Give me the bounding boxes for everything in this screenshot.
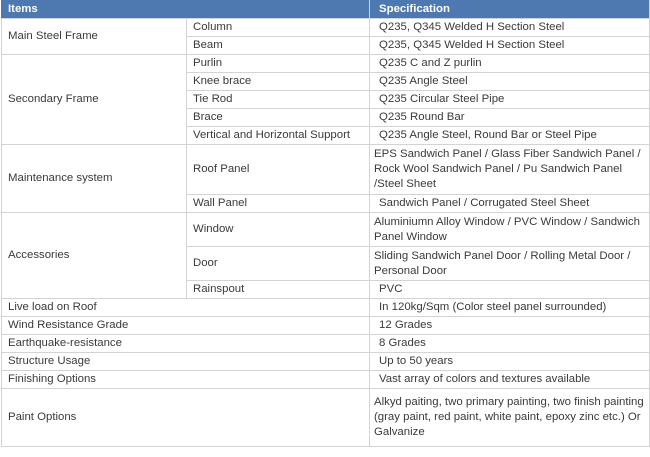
item-wall-panel: Wall Panel [187,195,370,213]
item-roof-panel: Roof Panel [187,145,370,195]
table-row [2,389,650,447]
item-vertical-horizontal-support: Vertical and Horizontal Support [187,127,370,145]
spec-structure-usage: Up to 50 years [370,353,650,371]
table-row [2,213,650,247]
table-row [2,371,650,389]
header-row [2,1,650,19]
label-live-load: Live load on Roof [2,299,370,317]
label-paint-options: Paint Options [2,389,370,447]
item-beam: Beam [187,37,370,55]
spec-finishing-options: Vast array of colors and textures available [370,371,650,389]
spec-tie-rod: Q235 Circular Steel Pipe [370,91,650,109]
spec-paint-options: Alkyd paiting, two primary painting, two finish painting (gray paint, red paint, white paint, epoxy zinc etc.) Or Galvanize [370,389,650,447]
header-items: Items [2,1,370,19]
spec-column: Q235, Q345 Welded H Section Steel [370,19,650,37]
label-structure-usage: Structure Usage [2,353,370,371]
item-purlin: Purlin [187,55,370,73]
category-maintenance-system: Maintenance system [2,145,187,213]
spec-beam: Q235, Q345 Welded H Section Steel [370,37,650,55]
spec-wind-resistance: 12 Grades [370,317,650,335]
table-row [2,353,650,371]
table-row [2,19,650,37]
item-window: Window [187,213,370,247]
item-tie-rod: Tie Rod [187,91,370,109]
item-brace: Brace [187,109,370,127]
category-accessories: Accessories [2,213,187,299]
spec-live-load: In 120kg/Sqm (Color steel panel surrounded) [370,299,650,317]
spec-roof-panel: EPS Sandwich Panel / Glass Fiber Sandwich Panel / Rock Wool Sandwich Panel / Pu Sandwich Panel /Steel Sheet [370,145,650,195]
spec-wall-panel: Sandwich Panel / Corrugated Steel Sheet [370,195,650,213]
category-main-steel-frame: Main Steel Frame [2,19,187,55]
spec-knee-brace: Q235 Angle Steel [370,73,650,91]
header-specification: Specification [370,1,650,19]
item-column: Column [187,19,370,37]
table-row [2,335,650,353]
spec-brace: Q235 Round Bar [370,109,650,127]
spec-vertical-horizontal-support: Q235 Angle Steel, Round Bar or Steel Pipe [370,127,650,145]
item-knee-brace: Knee brace [187,73,370,91]
spec-purlin: Q235 C and Z purlin [370,55,650,73]
spec-earthquake-resistance: 8 Grades [370,335,650,353]
spec-door: Sliding Sandwich Panel Door / Rolling Metal Door / Personal Door [370,247,650,281]
table-row [2,317,650,335]
item-door: Door [187,247,370,281]
specification-table [1,0,650,447]
spec-window: Aluminiumn Alloy Window / PVC Window / Sandwich Panel Window [370,213,650,247]
item-rainspout: Rainspout [187,281,370,299]
label-earthquake-resistance: Earthquake-resistance [2,335,370,353]
table-row [2,299,650,317]
label-finishing-options: Finishing Options [2,371,370,389]
spec-rainspout: PVC [370,281,650,299]
category-secondary-frame: Secondary Frame [2,55,187,145]
label-wind-resistance: Wind Resistance Grade [2,317,370,335]
table-row [2,55,650,73]
table-row [2,145,650,195]
